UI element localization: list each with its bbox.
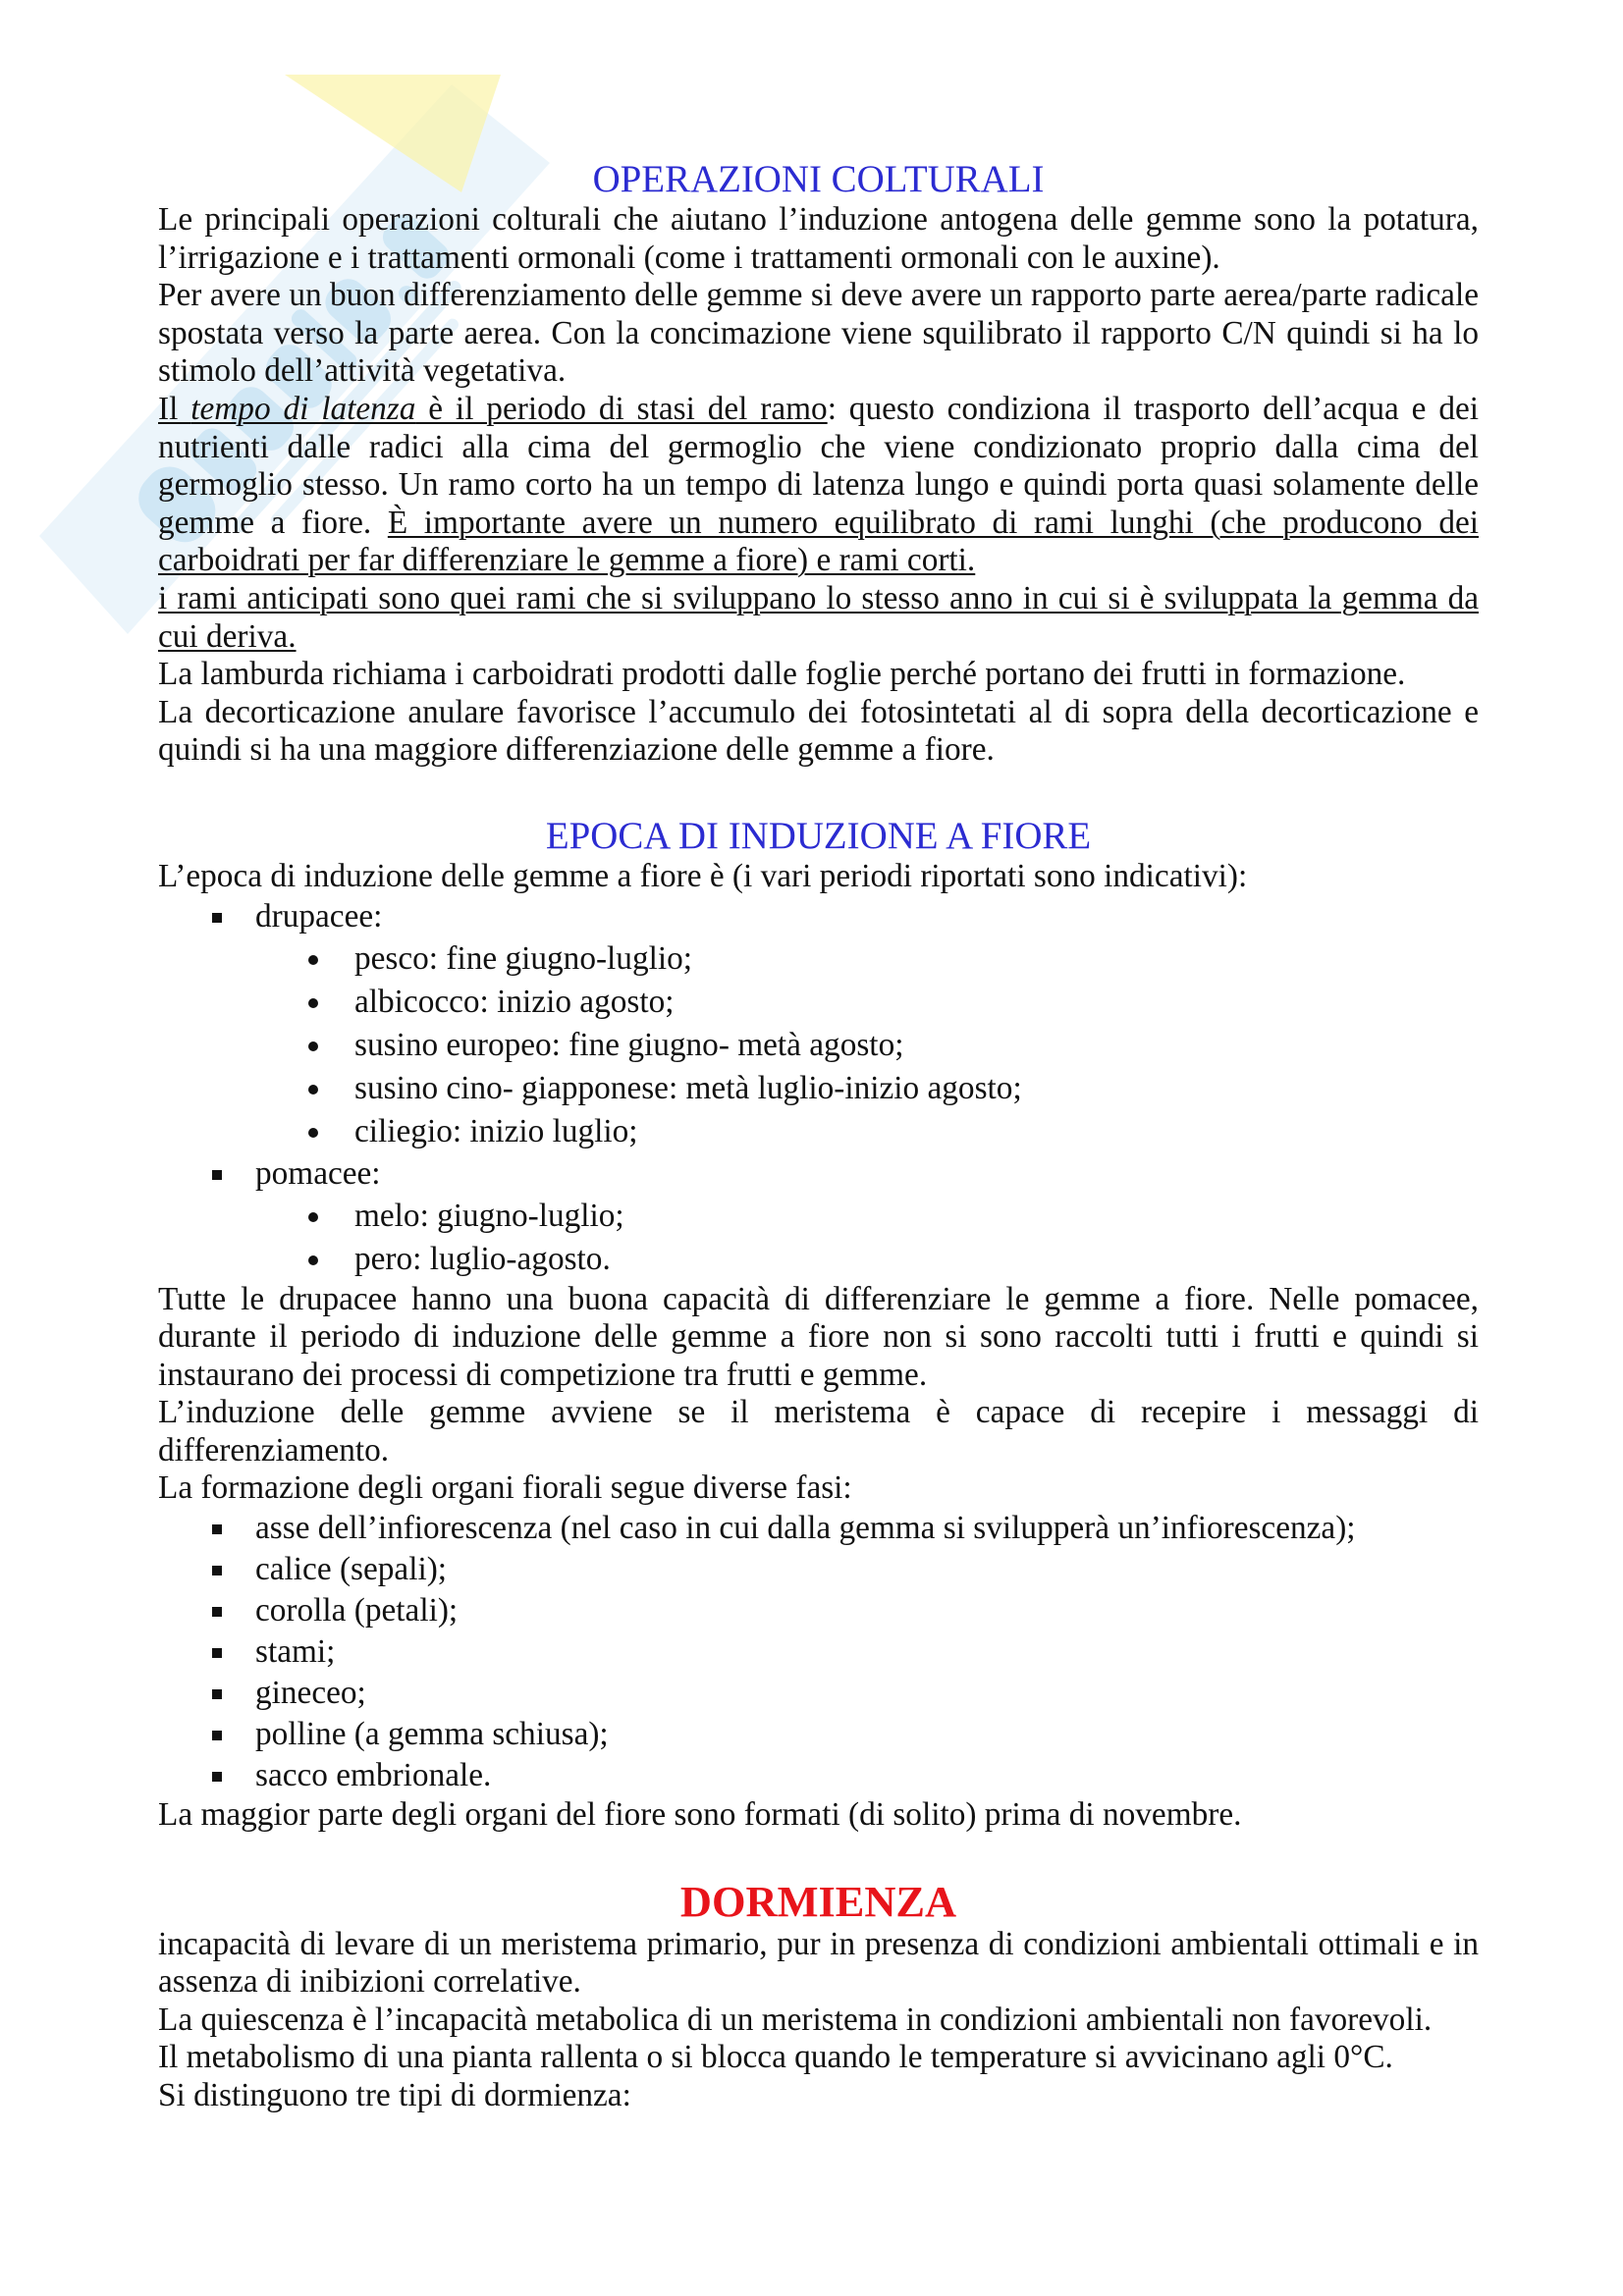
list-item-text: melo: giugno-luglio;: [354, 1197, 624, 1234]
fruit-group-list: [158, 896, 1479, 1281]
round-bullet-icon: [308, 1128, 318, 1138]
list-item-text: polline (a gemma schiusa);: [255, 1716, 609, 1753]
round-bullet-icon: [308, 955, 318, 965]
list-item-text: pesco: fine giugno-luglio;: [354, 939, 693, 977]
square-bullet-icon: [212, 1648, 222, 1658]
list-item-text: asse dell’infiorescenza (nel caso in cui dalla gemma si svilupperà un’infiorescenza);: [255, 1510, 1356, 1547]
list-item: [158, 937, 1479, 981]
list-item: [158, 1673, 1479, 1714]
round-bullet-icon: [308, 1041, 318, 1051]
paragraph-formazione-organi: La formazione degli organi fiorali segue diverse fasi:: [158, 1469, 852, 1507]
paragraph-definizione-dormienza: incapacità di levare di un meristema primario, pur in presenza di condizioni ambientali ottimali e in assenza di inibizioni correlative.: [158, 1925, 1479, 2001]
paragraph-quiescenza: La quiescenza è l’incapacità metabolica di un meristema in condizioni ambientali non favorevoli.: [158, 2001, 1433, 2038]
underlined-text: è il periodo di stasi del ramo: [415, 390, 828, 427]
list-item-pomacee: [158, 1153, 1479, 1195]
round-bullet-icon: [308, 1212, 318, 1222]
list-item: [158, 981, 1479, 1024]
square-bullet-icon: [212, 1689, 222, 1699]
paragraph-operazioni: Le principali operazioni colturali che aiutano l’induzione antogena delle gemme sono la potatura, l’irrigazione e i trattamenti ormonali (come i trattamenti ormonali con le auxine).: [158, 201, 1479, 276]
list-item-text: pero: luglio-agosto.: [354, 1240, 611, 1277]
round-bullet-icon: [308, 998, 318, 1008]
square-bullet-icon: [212, 1607, 222, 1617]
paragraph-organi-novembre: La maggior parte degli organi del fiore sono formati (di solito) prima di novembre.: [158, 1796, 1242, 1834]
list-item-text: calice (sepali);: [255, 1551, 448, 1588]
square-bullet-icon: [212, 1170, 222, 1180]
paragraph-differenziamento: Per avere un buon differenziamento delle gemme si deve avere un rapporto parte aerea/parte radicale spostata verso la parte aerea. Con la concimazione viene squilibrato il rapporto C/N quindi si ha lo stimolo dell’attività vegetativa.: [158, 277, 1479, 390]
phases-list: [158, 1508, 1479, 1796]
list-item-text: ciliegio: inizio luglio;: [354, 1112, 638, 1149]
list-item: [158, 1067, 1479, 1110]
list-item-label: pomacee:: [255, 1154, 381, 1192]
list-item: [158, 1714, 1479, 1755]
list-item: [158, 1631, 1479, 1673]
document-body: [158, 158, 1479, 2115]
paragraph-tipi-dormienza: Si distinguono tre tipi di dormienza:: [158, 2077, 631, 2114]
list-item-text: susino cino- giapponese: metà luglio-inizio agosto;: [354, 1069, 1022, 1106]
list-item-text: susino europeo: fine giugno- metà agosto;: [354, 1026, 904, 1063]
paragraph-induzione-gemme: L’induzione delle gemme avviene se il meristema è capace di recepire i messaggi di differenziamento.: [158, 1394, 1479, 1468]
list-item: [158, 1195, 1479, 1238]
section-operazioni-colturali: [158, 158, 1479, 770]
section-title-epoca-induzione: EPOCA DI INDUZIONE A FIORE: [545, 814, 1092, 857]
square-bullet-icon: [212, 1772, 222, 1782]
section-dormienza: [158, 1877, 1479, 2115]
list-item: [158, 1024, 1479, 1067]
list-item-text: stami;: [255, 1633, 336, 1671]
list-item-text: gineceo;: [255, 1675, 366, 1712]
list-item: [158, 1508, 1479, 1549]
list-item: [158, 1110, 1479, 1153]
paragraph-drupacee-pomacee: Tutte le drupacee hanno una buona capacità di differenziare le gemme a fiore. Nelle pomacee, durante il periodo di induzione delle gemme a fiore non si sono raccolti tutti i frutti e quindi si instaurano dei processi di competizione tra frutti e gemme.: [158, 1280, 1479, 1393]
round-bullet-icon: [308, 1255, 318, 1265]
list-item-label: drupacee:: [255, 897, 383, 934]
section-epoca-induzione: [158, 815, 1479, 1835]
section-title-dormienza: DORMIENZA: [679, 1876, 957, 1926]
list-item-drupacee: [158, 896, 1479, 937]
paragraph-lamburda: La lamburda richiama i carboidrati prodotti dalle foglie perché portano dei frutti in formazione.: [158, 656, 1406, 693]
list-item: [158, 1549, 1479, 1590]
paragraph-metabolismo: Il metabolismo di una pianta rallenta o si blocca quando le temperature si avvicinano agli 0°C.: [158, 2039, 1393, 2076]
square-bullet-icon: [212, 1566, 222, 1575]
square-bullet-icon: [212, 1524, 222, 1534]
plain-text: : questo condiziona il trasporto dell’acqua e dei nutrienti dalle radici alla cima del germoglio che viene condizionato proprio dalla cima del germoglio stesso. Un ramo corto ha un tempo di latenza lungo e quindi porta quasi solamente delle gemme a fiore.: [158, 390, 1479, 541]
list-item: [158, 1238, 1479, 1281]
section-title-operazioni-colturali: OPERAZIONI COLTURALI: [592, 158, 1045, 200]
underlined-text: Il: [158, 390, 191, 427]
underlined-text: È importante avere un numero equilibrato di rami lunghi (che producono dei carboidrati per far differenziare le gemme a fiore) e rami corti.: [158, 504, 1479, 579]
list-item-text: albicocco: inizio agosto;: [354, 983, 675, 1020]
paragraph-decorticazione: La decorticazione anulare favorisce l’accumulo dei fotosintetati al di sopra della decorticazione e quindi si ha una maggiore differenziazione delle gemme a fiore.: [158, 693, 1479, 769]
square-bullet-icon: [212, 1731, 222, 1740]
paragraph-epoca-intro: L’epoca di induzione delle gemme a fiore è (i vari periodi riportati sono indicativi):: [158, 857, 1248, 894]
underlined-italic-term: tempo di latenza: [190, 390, 416, 427]
list-item-text: corolla (petali);: [255, 1592, 459, 1629]
paragraph-rami-anticipati: i rami anticipati sono quei rami che si sviluppano lo stesso anno in cui si è sviluppata la gemma da cui deriva.: [158, 579, 1479, 655]
list-item: [158, 1590, 1479, 1631]
list-item-text: sacco embrionale.: [255, 1757, 492, 1794]
round-bullet-icon: [308, 1085, 318, 1095]
square-bullet-icon: [212, 913, 222, 923]
paragraph-tempo-di-latenza: [158, 391, 1479, 580]
list-item: [158, 1755, 1479, 1796]
